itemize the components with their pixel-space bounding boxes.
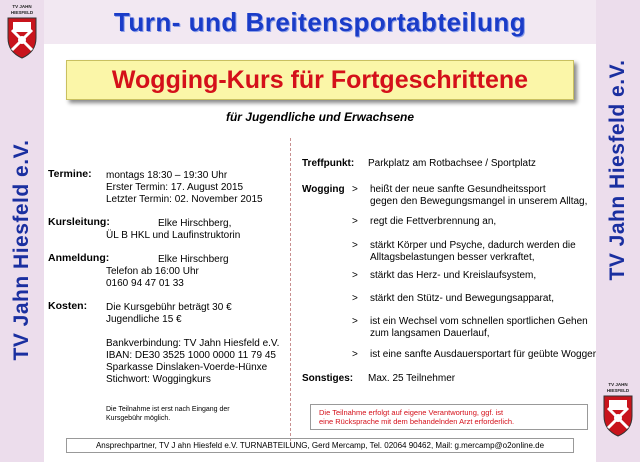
anmeldung-line-3: 0160 94 47 01 33 bbox=[106, 278, 184, 289]
kosten-label: Kosten: bbox=[48, 300, 88, 312]
disclaimer-line-2: eine Rücksprache mit dem behandelnden Arzt erforderlich. bbox=[319, 417, 515, 426]
kursleitung-line-2: ÜL B HKL und Laufinstruktorin bbox=[106, 230, 241, 241]
bullet-1-line-1: heißt der neue sanfte Gesundheitssport bbox=[370, 184, 546, 195]
page-title: Turn- und Breitensportabteilung bbox=[113, 6, 527, 37]
course-title: Wogging-Kurs für Fortgeschrittene bbox=[111, 65, 529, 94]
course-title-box bbox=[66, 60, 574, 100]
bullet-1-line-2: gegen den Bewegungsmangel in unserem Alltag, bbox=[370, 195, 588, 207]
bank-line-4: Stichwort: Woggingkurs bbox=[106, 374, 211, 385]
termine-line-1: montags 18:30 – 19:30 Uhr bbox=[106, 170, 228, 181]
anmeldung-line-1: Elke Hirschberg bbox=[158, 254, 229, 265]
treffpunkt-value: Parkplatz am Rotbachsee / Sportplatz bbox=[368, 158, 536, 169]
bullet-marker: > bbox=[352, 349, 358, 360]
bullet-marker: > bbox=[352, 216, 358, 227]
anmeldung-line-2: Telefon ab 16:00 Uhr bbox=[106, 266, 199, 277]
payment-note-line-2: Kursgebühr möglich. bbox=[106, 415, 171, 422]
crest-shield-icon bbox=[5, 16, 39, 60]
bullet-3-line-1: stärkt Körper und Psyche, dadurch werden die bbox=[370, 240, 576, 251]
bullet-3-line-2: Alltagsbelastungen besser verkraftet, bbox=[370, 251, 535, 263]
contact-footer: Ansprechpartner, TV J ahn Hiesfeld e.V. TURNABTEILUNG, Gerd Mercamp, Tel. 02064 90462, Mail: g.mercamp@o2online.de bbox=[66, 438, 574, 453]
bullet-marker: > bbox=[352, 184, 358, 195]
payment-note-line-1: Die Teilnahme ist erst nach Eingang der bbox=[106, 406, 230, 413]
club-crest bbox=[5, 4, 39, 56]
bank-line-1: Bankverbindung: TV Jahn Hiesfeld e.V. bbox=[106, 338, 280, 349]
bullet-marker: > bbox=[352, 316, 358, 327]
bullet-7: ist eine sanfte Ausdauersportart für geübte Wogger bbox=[370, 349, 597, 360]
bullet-marker: > bbox=[352, 240, 358, 251]
course-subtitle: für Jugendliche und Erwachsene bbox=[225, 110, 415, 124]
bullet-5: stärkt den Stütz- und Bewegungsapparat, bbox=[370, 293, 555, 304]
left-side-text: TV Jahn Hiesfeld e.V. bbox=[10, 139, 33, 361]
termine-line-2: Erster Termin: 17. August 2015 bbox=[106, 182, 244, 193]
termine-line-3: Letzter Termin: 02. November 2015 bbox=[106, 194, 263, 205]
column-divider bbox=[290, 138, 291, 446]
crest-label-right: TV JAHN HIESFELD bbox=[606, 382, 630, 393]
left-sidebar bbox=[0, 0, 44, 462]
treffpunkt-label: Treffpunkt: bbox=[302, 158, 355, 169]
right-side-text: TV Jahn Hiesfeld e.V. bbox=[606, 59, 629, 281]
header-band bbox=[44, 0, 596, 44]
termine-label: Termine: bbox=[48, 168, 92, 180]
kursleitung-line-1: Elke Hirschberg, bbox=[158, 218, 232, 229]
sonstiges-label: Sonstiges: bbox=[302, 373, 354, 384]
payment-note bbox=[106, 405, 276, 423]
kosten-line-1: Die Kursgebühr beträgt 30 € bbox=[106, 302, 232, 313]
crest-shield-icon bbox=[601, 394, 635, 438]
sonstiges-value: Max. 25 Teilnehmer bbox=[368, 373, 456, 384]
bullet-6-line-2: zum langsamen Dauerlauf, bbox=[370, 327, 490, 339]
wogging-label: Wogging bbox=[302, 184, 345, 195]
bullet-2: regt die Fettverbrennung an, bbox=[370, 216, 497, 227]
club-crest-right bbox=[601, 382, 635, 434]
bullet-6-line-1: ist ein Wechsel vom schnellen sportlichen Gehen bbox=[370, 316, 588, 327]
disclaimer-line-1: Die Teilnahme erfolgt auf eigene Verantwortung, ggf. ist bbox=[319, 408, 504, 417]
bullet-1 bbox=[370, 184, 598, 207]
bullet-marker: > bbox=[352, 270, 358, 281]
left-column bbox=[48, 135, 288, 435]
bullet-3 bbox=[370, 240, 598, 263]
anmeldung-label: Anmeldung: bbox=[48, 252, 110, 264]
bank-line-3: Sparkasse Dinslaken-Voerde-Hünxe bbox=[106, 362, 268, 373]
right-sidebar bbox=[596, 0, 640, 462]
bank-line-2: IBAN: DE30 3525 1000 0000 11 79 45 bbox=[106, 350, 276, 361]
bullet-4: stärkt das Herz- und Kreislaufsystem, bbox=[370, 270, 537, 281]
kursleitung-label: Kursleitung: bbox=[48, 216, 110, 228]
kosten-line-2: Jugendliche 15 € bbox=[106, 314, 182, 325]
bullet-marker: > bbox=[352, 293, 358, 304]
bullet-6 bbox=[370, 316, 598, 339]
disclaimer-box bbox=[310, 404, 588, 430]
crest-label: TV JAHN HIESFELD bbox=[10, 4, 34, 15]
